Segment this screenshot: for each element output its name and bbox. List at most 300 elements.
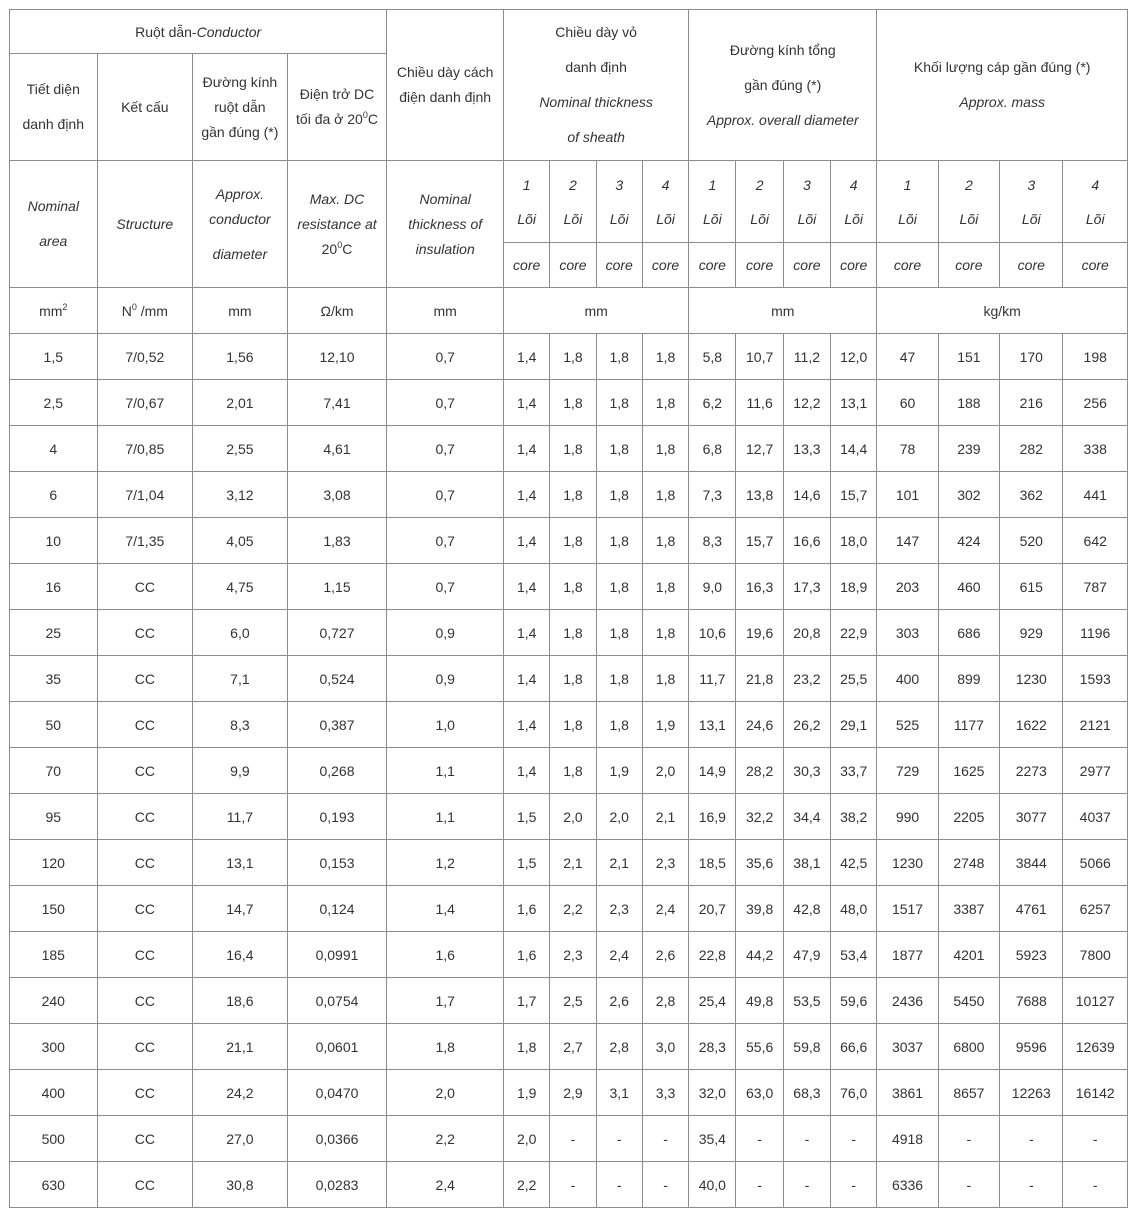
table-cell: 2,0 bbox=[642, 748, 688, 794]
cable-spec-table bbox=[9, 9, 1128, 1208]
table-cell: 2,0 bbox=[504, 1116, 550, 1162]
table-cell: 3,08 bbox=[287, 472, 387, 518]
table-cell: 7,1 bbox=[193, 656, 288, 702]
table-cell: 1,4 bbox=[504, 564, 550, 610]
table-cell: 256 bbox=[1063, 380, 1128, 426]
table-cell: 929 bbox=[1000, 610, 1063, 656]
table-cell: 14,6 bbox=[783, 472, 830, 518]
table-cell: 25,5 bbox=[831, 656, 877, 702]
table-cell: 1,7 bbox=[504, 978, 550, 1024]
table-row bbox=[10, 518, 1128, 564]
table-cell: 32,0 bbox=[689, 1070, 736, 1116]
table-cell: 0,7 bbox=[387, 380, 504, 426]
table-cell: 3077 bbox=[1000, 794, 1063, 840]
table-cell: 0,0754 bbox=[287, 978, 387, 1024]
table-cell: 1,8 bbox=[642, 426, 688, 472]
table-cell: 1,8 bbox=[642, 518, 688, 564]
table-cell: 0,7 bbox=[387, 518, 504, 564]
table-cell: 4201 bbox=[938, 932, 999, 978]
table-cell: 1,2 bbox=[387, 840, 504, 886]
table-cell: 4918 bbox=[877, 1116, 938, 1162]
overall-core-1: 1 Lõi bbox=[689, 161, 736, 243]
table-cell: 2,4 bbox=[387, 1162, 504, 1208]
table-cell: - bbox=[783, 1116, 830, 1162]
table-cell: 198 bbox=[1063, 334, 1128, 380]
table-cell: 3,12 bbox=[193, 472, 288, 518]
table-cell: 7/0,52 bbox=[97, 334, 193, 380]
table-cell: 0,7 bbox=[387, 472, 504, 518]
table-cell: CC bbox=[97, 1116, 193, 1162]
table-cell: 18,5 bbox=[689, 840, 736, 886]
table-cell: 7/1,35 bbox=[97, 518, 193, 564]
table-cell: 6 bbox=[10, 472, 98, 518]
table-cell: 30,3 bbox=[783, 748, 830, 794]
table-cell: 78 bbox=[877, 426, 938, 472]
table-cell: 1,6 bbox=[504, 886, 550, 932]
table-cell: 1,4 bbox=[504, 610, 550, 656]
table-cell: 525 bbox=[877, 702, 938, 748]
overall-diameter-header: Đường kính tổng gần đúng (*) Approx. overall diameter bbox=[689, 10, 877, 161]
table-cell: 1,8 bbox=[642, 610, 688, 656]
table-cell: - bbox=[550, 1116, 596, 1162]
table-cell: 2,9 bbox=[550, 1070, 596, 1116]
table-cell: 2,01 bbox=[193, 380, 288, 426]
table-cell: 1,6 bbox=[504, 932, 550, 978]
table-cell: 11,7 bbox=[689, 656, 736, 702]
sheath-core-label: core bbox=[504, 243, 550, 288]
table-cell: CC bbox=[97, 1162, 193, 1208]
table-cell: 1,8 bbox=[550, 472, 596, 518]
table-cell: 150 bbox=[10, 886, 98, 932]
table-cell: 1,9 bbox=[642, 702, 688, 748]
table-cell: 50 bbox=[10, 702, 98, 748]
table-cell: 1196 bbox=[1063, 610, 1128, 656]
table-cell: 16,3 bbox=[736, 564, 783, 610]
table-cell: 7800 bbox=[1063, 932, 1128, 978]
table-cell: 1,8 bbox=[596, 472, 642, 518]
table-cell: 22,8 bbox=[689, 932, 736, 978]
table-cell: 35 bbox=[10, 656, 98, 702]
table-cell: 2205 bbox=[938, 794, 999, 840]
table-cell: 990 bbox=[877, 794, 938, 840]
table-cell: 28,2 bbox=[736, 748, 783, 794]
table-cell: 0,0991 bbox=[287, 932, 387, 978]
table-cell: 40,0 bbox=[689, 1162, 736, 1208]
table-cell: 1,8 bbox=[596, 656, 642, 702]
conductor-group-header: Ruột dẫn-Conductor bbox=[10, 10, 387, 54]
table-cell: 216 bbox=[1000, 380, 1063, 426]
table-cell: 1,8 bbox=[550, 334, 596, 380]
table-cell: 70 bbox=[10, 748, 98, 794]
table-cell: 500 bbox=[10, 1116, 98, 1162]
table-cell: - bbox=[1063, 1116, 1128, 1162]
table-cell: 0,0283 bbox=[287, 1162, 387, 1208]
table-cell: 47,9 bbox=[783, 932, 830, 978]
table-cell: 7/1,04 bbox=[97, 472, 193, 518]
table-cell: 13,1 bbox=[193, 840, 288, 886]
table-cell: CC bbox=[97, 656, 193, 702]
table-cell: 12263 bbox=[1000, 1070, 1063, 1116]
table-cell: 6257 bbox=[1063, 886, 1128, 932]
table-cell: - bbox=[1063, 1162, 1128, 1208]
table-cell: 12,7 bbox=[736, 426, 783, 472]
table-cell: 4,75 bbox=[193, 564, 288, 610]
table-cell: 1,8 bbox=[550, 702, 596, 748]
table-cell: 1,56 bbox=[193, 334, 288, 380]
table-row bbox=[10, 748, 1128, 794]
diameter-header-en: Approx. conductor diameter bbox=[193, 161, 288, 288]
table-cell: - bbox=[550, 1162, 596, 1208]
table-cell: 4761 bbox=[1000, 886, 1063, 932]
table-cell: 1,15 bbox=[287, 564, 387, 610]
table-cell: 38,1 bbox=[783, 840, 830, 886]
table-row bbox=[10, 1024, 1128, 1070]
table-cell: 18,6 bbox=[193, 978, 288, 1024]
table-cell: 1,4 bbox=[504, 656, 550, 702]
table-cell: 4,61 bbox=[287, 426, 387, 472]
table-cell: 55,6 bbox=[736, 1024, 783, 1070]
table-cell: 101 bbox=[877, 472, 938, 518]
table-cell: 1,1 bbox=[387, 794, 504, 840]
table-cell: 2,5 bbox=[10, 380, 98, 426]
table-cell: 1,4 bbox=[504, 334, 550, 380]
table-cell: 60 bbox=[877, 380, 938, 426]
mass-core-2: 2 Lõi bbox=[938, 161, 999, 243]
table-cell: 203 bbox=[877, 564, 938, 610]
table-cell: 25,4 bbox=[689, 978, 736, 1024]
table-cell: 0,268 bbox=[287, 748, 387, 794]
table-cell: 26,2 bbox=[783, 702, 830, 748]
unit-structure: $N^0$ /mm bbox=[97, 288, 193, 334]
table-cell: 4 bbox=[10, 426, 98, 472]
table-cell: CC bbox=[97, 886, 193, 932]
table-cell: 25 bbox=[10, 610, 98, 656]
table-body bbox=[10, 334, 1128, 1208]
table-row bbox=[10, 380, 1128, 426]
table-cell: 1625 bbox=[938, 748, 999, 794]
table-cell: 9,0 bbox=[689, 564, 736, 610]
table-cell: 10127 bbox=[1063, 978, 1128, 1024]
mass-core-1: 1 Lõi bbox=[877, 161, 938, 243]
table-cell: - bbox=[736, 1162, 783, 1208]
table-cell: 729 bbox=[877, 748, 938, 794]
table-cell: 2,6 bbox=[596, 978, 642, 1024]
table-cell: 120 bbox=[10, 840, 98, 886]
unit-insulation: mm bbox=[387, 288, 504, 334]
structure-header-vi: Kết cấu bbox=[97, 54, 193, 161]
table-cell: 7,3 bbox=[689, 472, 736, 518]
table-cell: 16 bbox=[10, 564, 98, 610]
table-cell: 2273 bbox=[1000, 748, 1063, 794]
table-cell: 630 bbox=[10, 1162, 98, 1208]
table-cell: 59,8 bbox=[783, 1024, 830, 1070]
mass-core-label: core bbox=[938, 243, 999, 288]
table-cell: 1,8 bbox=[504, 1024, 550, 1070]
table-cell: 47 bbox=[877, 334, 938, 380]
table-cell: 1,5 bbox=[504, 840, 550, 886]
table-cell: 13,3 bbox=[783, 426, 830, 472]
table-cell: 1517 bbox=[877, 886, 938, 932]
table-cell: 0,7 bbox=[387, 426, 504, 472]
overall-core-3: 3 Lõi bbox=[783, 161, 830, 243]
unit-resistance: Ω/km bbox=[287, 288, 387, 334]
table-cell: 42,5 bbox=[831, 840, 877, 886]
table-cell: 12,2 bbox=[783, 380, 830, 426]
table-row bbox=[10, 334, 1128, 380]
table-cell: 1,8 bbox=[550, 380, 596, 426]
table-cell: 1,8 bbox=[642, 334, 688, 380]
table-cell: 1,4 bbox=[504, 472, 550, 518]
table-cell: 0,524 bbox=[287, 656, 387, 702]
table-cell: 1,8 bbox=[550, 518, 596, 564]
sheath-core-1: 1 Lõi bbox=[504, 161, 550, 243]
table-cell: 12,0 bbox=[831, 334, 877, 380]
table-cell: 3037 bbox=[877, 1024, 938, 1070]
table-cell: - bbox=[642, 1116, 688, 1162]
table-cell: 48,0 bbox=[831, 886, 877, 932]
table-cell: 3844 bbox=[1000, 840, 1063, 886]
table-cell: - bbox=[1000, 1116, 1063, 1162]
table-cell: 424 bbox=[938, 518, 999, 564]
table-cell: 1593 bbox=[1063, 656, 1128, 702]
table-cell: 2,7 bbox=[550, 1024, 596, 1070]
mass-core-label: core bbox=[877, 243, 938, 288]
table-cell: 240 bbox=[10, 978, 98, 1024]
table-cell: CC bbox=[97, 1070, 193, 1116]
table-cell: 1,83 bbox=[287, 518, 387, 564]
table-cell: 2,8 bbox=[596, 1024, 642, 1070]
table-cell: 6336 bbox=[877, 1162, 938, 1208]
table-cell: 32,2 bbox=[736, 794, 783, 840]
table-cell: CC bbox=[97, 564, 193, 610]
table-row bbox=[10, 794, 1128, 840]
table-cell: 1,4 bbox=[504, 380, 550, 426]
table-cell: 0,0601 bbox=[287, 1024, 387, 1070]
table-cell: 10 bbox=[10, 518, 98, 564]
table-row bbox=[10, 610, 1128, 656]
table-cell: 1,8 bbox=[550, 656, 596, 702]
table-row bbox=[10, 472, 1128, 518]
table-cell: CC bbox=[97, 932, 193, 978]
table-cell: 18,9 bbox=[831, 564, 877, 610]
table-cell: CC bbox=[97, 794, 193, 840]
table-cell: 68,3 bbox=[783, 1070, 830, 1116]
sheath-core-label: core bbox=[550, 243, 596, 288]
table-cell: 1,8 bbox=[596, 334, 642, 380]
table-cell: 10,7 bbox=[736, 334, 783, 380]
table-row bbox=[10, 656, 1128, 702]
overall-core-label: core bbox=[689, 243, 736, 288]
table-cell: 9596 bbox=[1000, 1024, 1063, 1070]
table-cell: 13,1 bbox=[689, 702, 736, 748]
diameter-header-vi: Đường kính ruột dẫn gần đúng (*) bbox=[193, 54, 288, 161]
table-cell: 2,5 bbox=[550, 978, 596, 1024]
table-cell: 11,7 bbox=[193, 794, 288, 840]
table-cell: 66,6 bbox=[831, 1024, 877, 1070]
table-cell: 362 bbox=[1000, 472, 1063, 518]
table-cell: - bbox=[783, 1162, 830, 1208]
table-cell: 14,7 bbox=[193, 886, 288, 932]
table-cell: 1,8 bbox=[642, 656, 688, 702]
table-cell: 18,0 bbox=[831, 518, 877, 564]
table-cell: 2,1 bbox=[550, 840, 596, 886]
table-cell: 0,7 bbox=[387, 334, 504, 380]
table-cell: 2977 bbox=[1063, 748, 1128, 794]
table-cell: 53,5 bbox=[783, 978, 830, 1024]
unit-area: $mm^2$ bbox=[10, 288, 98, 334]
table-row bbox=[10, 978, 1128, 1024]
table-cell: 1,8 bbox=[642, 380, 688, 426]
table-cell: 2,4 bbox=[642, 886, 688, 932]
table-cell: 1,4 bbox=[504, 426, 550, 472]
table-cell: 29,1 bbox=[831, 702, 877, 748]
table-cell: 16142 bbox=[1063, 1070, 1128, 1116]
table-cell: 7/0,85 bbox=[97, 426, 193, 472]
table-cell: 6,2 bbox=[689, 380, 736, 426]
table-cell: 0,0366 bbox=[287, 1116, 387, 1162]
table-cell: 1,4 bbox=[504, 518, 550, 564]
table-cell: - bbox=[938, 1162, 999, 1208]
table-row bbox=[10, 932, 1128, 978]
table-cell: 5066 bbox=[1063, 840, 1128, 886]
table-cell: 1622 bbox=[1000, 702, 1063, 748]
table-cell: 14,4 bbox=[831, 426, 877, 472]
table-cell: 2,2 bbox=[550, 886, 596, 932]
table-cell: 300 bbox=[10, 1024, 98, 1070]
table-cell: 2,3 bbox=[596, 886, 642, 932]
structure-header-en: Structure bbox=[97, 161, 193, 288]
table-cell: 460 bbox=[938, 564, 999, 610]
area-header-en: Nominal area bbox=[10, 161, 98, 288]
table-cell: 1877 bbox=[877, 932, 938, 978]
table-cell: 17,3 bbox=[783, 564, 830, 610]
table-cell: 30,8 bbox=[193, 1162, 288, 1208]
table-cell: 2,3 bbox=[642, 840, 688, 886]
overall-core-2: 2 Lõi bbox=[736, 161, 783, 243]
table-cell: 2121 bbox=[1063, 702, 1128, 748]
table-cell: 686 bbox=[938, 610, 999, 656]
table-cell: 0,124 bbox=[287, 886, 387, 932]
table-cell: 1230 bbox=[877, 840, 938, 886]
table-cell: 34,4 bbox=[783, 794, 830, 840]
table-cell: 1,8 bbox=[596, 564, 642, 610]
table-cell: 1,6 bbox=[387, 932, 504, 978]
table-cell: 2,3 bbox=[550, 932, 596, 978]
table-cell: 1,9 bbox=[596, 748, 642, 794]
table-cell: 22,9 bbox=[831, 610, 877, 656]
table-cell: 5923 bbox=[1000, 932, 1063, 978]
table-cell: 4,05 bbox=[193, 518, 288, 564]
table-cell: 23,2 bbox=[783, 656, 830, 702]
table-cell: 441 bbox=[1063, 472, 1128, 518]
table-cell: 7,41 bbox=[287, 380, 387, 426]
table-cell: 0,153 bbox=[287, 840, 387, 886]
table-cell: 0,9 bbox=[387, 656, 504, 702]
table-cell: CC bbox=[97, 610, 193, 656]
table-cell: 1,8 bbox=[550, 564, 596, 610]
table-cell: - bbox=[831, 1162, 877, 1208]
table-cell: 35,6 bbox=[736, 840, 783, 886]
mass-core-label: core bbox=[1000, 243, 1063, 288]
table-cell: CC bbox=[97, 1024, 193, 1070]
table-cell: 2,2 bbox=[504, 1162, 550, 1208]
table-cell: 2,1 bbox=[596, 840, 642, 886]
table-cell: 0,193 bbox=[287, 794, 387, 840]
sheath-core-4: 4 Lõi bbox=[642, 161, 688, 243]
table-cell: 1,8 bbox=[596, 426, 642, 472]
table-cell: 16,6 bbox=[783, 518, 830, 564]
table-cell: 16,4 bbox=[193, 932, 288, 978]
table-cell: 2,2 bbox=[387, 1116, 504, 1162]
table-cell: 1,8 bbox=[596, 380, 642, 426]
sheath-core-label: core bbox=[596, 243, 642, 288]
table-cell: 20,7 bbox=[689, 886, 736, 932]
table-cell: CC bbox=[97, 978, 193, 1024]
table-cell: 1,5 bbox=[10, 334, 98, 380]
table-row bbox=[10, 1116, 1128, 1162]
table-cell: 27,0 bbox=[193, 1116, 288, 1162]
table-cell: 1,4 bbox=[504, 702, 550, 748]
table-cell: 8,3 bbox=[193, 702, 288, 748]
table-cell: 8,3 bbox=[689, 518, 736, 564]
table-cell: 1,8 bbox=[550, 426, 596, 472]
sheath-header: Chiều dày vỏ danh định Nominal thickness of sheath bbox=[504, 10, 689, 161]
overall-core-4: 4 Lõi bbox=[831, 161, 877, 243]
table-cell: - bbox=[736, 1116, 783, 1162]
table-cell: 11,2 bbox=[783, 334, 830, 380]
table-cell: - bbox=[1000, 1162, 1063, 1208]
resistance-header-vi: Điện trở DC tối đa ở $20^0C$ bbox=[287, 54, 387, 161]
mass-core-3: 3 Lõi bbox=[1000, 161, 1063, 243]
insulation-header-en: Nominal thickness of insulation bbox=[387, 161, 504, 288]
table-cell: 642 bbox=[1063, 518, 1128, 564]
table-cell: 63,0 bbox=[736, 1070, 783, 1116]
table-cell: 282 bbox=[1000, 426, 1063, 472]
insulation-header-vi: Chiều dày cách điện danh định bbox=[387, 10, 504, 161]
table-cell: 6800 bbox=[938, 1024, 999, 1070]
table-cell: 1,8 bbox=[387, 1024, 504, 1070]
table-cell: 6,0 bbox=[193, 610, 288, 656]
table-row bbox=[10, 886, 1128, 932]
table-cell: 1,8 bbox=[642, 472, 688, 518]
table-cell: 0,0470 bbox=[287, 1070, 387, 1116]
table-row bbox=[10, 426, 1128, 472]
table-cell: CC bbox=[97, 702, 193, 748]
table-cell: 12639 bbox=[1063, 1024, 1128, 1070]
table-cell: 39,8 bbox=[736, 886, 783, 932]
table-cell: 185 bbox=[10, 932, 98, 978]
table-cell: 3387 bbox=[938, 886, 999, 932]
table-cell: 520 bbox=[1000, 518, 1063, 564]
unit-mass: kg/km bbox=[877, 288, 1128, 334]
table-cell: 2,0 bbox=[387, 1070, 504, 1116]
table-cell: 7688 bbox=[1000, 978, 1063, 1024]
table-cell: 3,0 bbox=[642, 1024, 688, 1070]
table-cell: 7/0,67 bbox=[97, 380, 193, 426]
area-header-vi: Tiết diện danh định bbox=[10, 54, 98, 161]
unit-sheath: mm bbox=[504, 288, 689, 334]
table-cell: 53,4 bbox=[831, 932, 877, 978]
table-cell: - bbox=[642, 1162, 688, 1208]
table-cell: 11,6 bbox=[736, 380, 783, 426]
table-cell: 303 bbox=[877, 610, 938, 656]
table-cell: 899 bbox=[938, 656, 999, 702]
table-cell: 1177 bbox=[938, 702, 999, 748]
table-cell: 10,6 bbox=[689, 610, 736, 656]
table-cell: 400 bbox=[877, 656, 938, 702]
sheath-core-label: core bbox=[642, 243, 688, 288]
table-cell: 1,8 bbox=[596, 518, 642, 564]
